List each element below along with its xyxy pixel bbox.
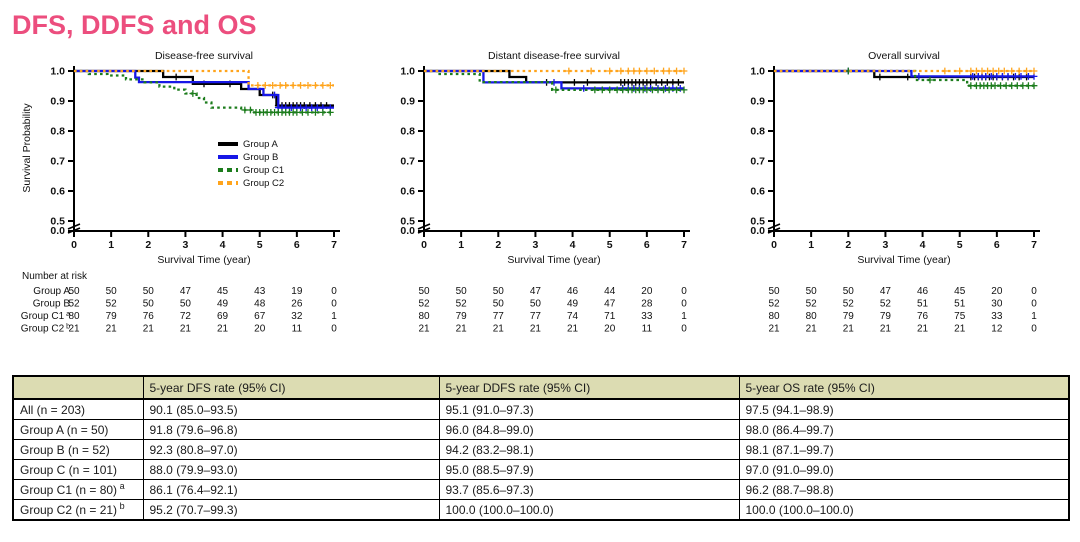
km-chart-dfs	[18, 43, 368, 341]
censor-mark	[290, 82, 297, 89]
risk-count: 45	[954, 286, 966, 297]
risk-count: 69	[217, 311, 229, 322]
x-tick-label: 3	[182, 239, 189, 251]
risk-count: 76	[917, 311, 929, 322]
risk-count: 21	[455, 323, 467, 335]
risk-count: 20	[254, 323, 266, 335]
summary-value-cell: 95.2 (70.7–99.3)	[143, 500, 439, 521]
risk-count: 21	[217, 323, 229, 335]
risk-count: 20	[641, 286, 653, 297]
summary-row-label: Group C (n = 101)	[13, 460, 143, 480]
risk-count: 1	[331, 311, 337, 322]
summary-table-header	[13, 376, 1069, 399]
x-tick-label: 4	[919, 239, 926, 251]
x-tick-label: 2	[145, 239, 152, 251]
y-tick-label: 0.5	[750, 215, 765, 228]
km-chart-ddfs	[368, 43, 718, 341]
censor-mark	[651, 68, 658, 75]
risk-count: 71	[604, 311, 616, 322]
x-tick-label: 7	[681, 239, 687, 251]
summary-value-cell: 86.1 (76.4–92.1)	[143, 480, 439, 500]
y-tick-label: 0.6	[400, 185, 415, 198]
risk-count: 52	[455, 298, 467, 310]
x-tick-label: 4	[219, 239, 226, 251]
censor-mark	[606, 68, 613, 75]
censor-mark	[915, 73, 922, 80]
risk-row-label: Group C2 $^b$	[20, 323, 70, 335]
summary-row	[13, 399, 1069, 420]
risk-count: 52	[418, 298, 430, 310]
risk-count: 19	[291, 286, 303, 297]
x-tick-label: 0	[71, 239, 77, 251]
risk-count: 47	[529, 286, 541, 297]
summary-value-cell: 97.5 (94.1–98.9)	[739, 399, 1069, 420]
risk-count: 74	[567, 311, 579, 322]
summary-row-label: Group C2 (n = 21) $^b$	[13, 500, 143, 521]
risk-count: 21	[768, 323, 780, 335]
risk-count: 21	[529, 323, 541, 335]
censor-mark	[675, 79, 682, 86]
x-tick-label: 0	[421, 239, 427, 251]
censor-mark	[269, 82, 276, 89]
risk-count: 50	[805, 286, 817, 297]
censor-mark	[571, 79, 578, 86]
y-tick-label: 0.9	[50, 95, 65, 108]
censor-mark	[297, 82, 304, 89]
risk-count: 75	[954, 311, 966, 322]
risk-count: 20	[991, 286, 1003, 297]
censor-mark	[262, 82, 269, 89]
x-tick-label: 0	[771, 239, 777, 251]
risk-count: 12	[991, 323, 1003, 335]
risk-count: 72	[179, 311, 191, 322]
legend-label: Group C2	[243, 178, 285, 189]
summary-value-cell: 95.1 (91.0–97.3)	[439, 399, 739, 420]
risk-count: 0	[331, 298, 337, 310]
risk-count: 50	[142, 298, 154, 310]
risk-count: 51	[954, 298, 966, 310]
risk-count: 47	[179, 286, 191, 297]
y-axis-break-label: 0.0	[400, 225, 415, 237]
censor-mark	[666, 68, 673, 75]
summary-value-cell: 100.0 (100.0–100.0)	[739, 500, 1069, 521]
summary-value-cell: 95.0 (88.5–97.9)	[439, 460, 739, 480]
summary-value-cell: 96.2 (88.7–98.8)	[739, 480, 1069, 500]
risk-count: 47	[879, 286, 891, 297]
km-curve-group-b	[74, 71, 334, 108]
risk-count: 79	[879, 311, 891, 322]
y-axis-break-label: 0.0	[750, 225, 765, 237]
summary-row	[13, 480, 1069, 500]
y-tick-label: 1.0	[750, 65, 765, 78]
footnote-marker: b	[117, 500, 125, 511]
y-axis-break-label: 0.0	[50, 225, 65, 237]
censor-mark	[327, 109, 334, 116]
risk-count: 80	[768, 311, 780, 322]
summary-row-label: Group C1 (n = 80) $^a$	[13, 480, 143, 500]
censor-mark	[282, 82, 289, 89]
y-axis-label: Survival Probability	[21, 103, 33, 193]
risk-count: 52	[805, 298, 817, 310]
risk-count: 67	[254, 311, 266, 322]
x-axis-label: Survival Time (year)	[857, 254, 951, 266]
y-tick-label: 0.6	[50, 185, 65, 198]
summary-value-cell: 92.3 (80.8–97.0)	[143, 440, 439, 460]
x-tick-label: 5	[256, 239, 263, 251]
x-axis-label: Survival Time (year)	[157, 254, 251, 266]
y-tick-label: 0.8	[400, 125, 415, 138]
risk-count: 0	[1031, 323, 1037, 335]
legend-label: Group B	[243, 152, 279, 163]
x-tick-label: 5	[956, 239, 963, 251]
x-tick-label: 3	[882, 239, 889, 251]
risk-count: 21	[142, 323, 154, 335]
x-tick-label: 6	[293, 239, 300, 251]
risk-count: 21	[68, 323, 80, 335]
risk-count: 20	[604, 323, 616, 335]
risk-count: 21	[805, 323, 817, 335]
censor-mark	[319, 109, 326, 116]
risk-count: 1	[681, 311, 687, 322]
risk-row-label: Group A	[33, 286, 70, 297]
y-tick-label: 0.8	[50, 125, 65, 138]
risk-count: 32	[291, 311, 303, 322]
risk-count: 21	[917, 323, 929, 335]
censor-mark	[173, 74, 180, 81]
y-tick-label: 0.7	[400, 155, 415, 168]
risk-count: 21	[492, 323, 504, 335]
summary-row	[13, 440, 1069, 460]
x-tick-label: 2	[495, 239, 502, 251]
risk-count: 0	[681, 286, 687, 297]
risk-count: 80	[68, 311, 80, 322]
y-tick-label: 0.9	[400, 95, 415, 108]
censor-mark	[643, 68, 650, 75]
censor-mark	[312, 82, 319, 89]
risk-count: 80	[805, 311, 817, 322]
risk-row-label: Group B	[32, 298, 70, 310]
y-tick-label: 0.9	[750, 95, 765, 108]
risk-count: 26	[291, 298, 303, 310]
summary-row	[13, 460, 1069, 480]
risk-count: 44	[604, 286, 616, 297]
chart-title: Distant disease-free survival	[488, 50, 620, 62]
risk-table-title: Number at risk	[22, 271, 88, 282]
risk-count: 52	[105, 298, 117, 310]
summary-value-cell: 90.1 (85.0–93.5)	[143, 399, 439, 420]
risk-count: 50	[142, 286, 154, 297]
censor-mark	[941, 68, 948, 75]
x-axis-label: Survival Time (year)	[507, 254, 601, 266]
km-curve-group-a	[74, 71, 334, 106]
x-tick-label: 3	[532, 239, 539, 251]
summary-row-label: Group A (n = 50)	[13, 420, 143, 440]
risk-count: 50	[179, 298, 191, 310]
y-tick-label: 0.7	[750, 155, 765, 168]
risk-count: 48	[254, 298, 266, 310]
km-chart-os	[718, 43, 1068, 341]
censor-mark	[552, 87, 559, 94]
risk-count: 46	[917, 286, 929, 297]
legend-label: Group A	[243, 139, 278, 150]
risk-count: 51	[917, 298, 929, 310]
risk-count: 52	[768, 298, 780, 310]
risk-count: 52	[842, 298, 854, 310]
summary-table-wrap	[12, 375, 1068, 521]
risk-count: 21	[567, 323, 579, 335]
summary-value-cell: 98.0 (86.4–99.7)	[739, 420, 1069, 440]
summary-value-cell: 96.0 (84.8–99.0)	[439, 420, 739, 440]
y-tick-label: 0.6	[750, 185, 765, 198]
censor-mark	[636, 68, 643, 75]
risk-count: 33	[641, 311, 653, 322]
risk-count: 46	[567, 286, 579, 297]
risk-count: 0	[681, 323, 687, 335]
summary-row-label: Group B (n = 52)	[13, 440, 143, 460]
censor-mark	[327, 82, 334, 89]
risk-count: 50	[492, 286, 504, 297]
y-tick-label: 1.0	[50, 65, 65, 78]
risk-count: 79	[105, 311, 117, 322]
summary-row	[13, 420, 1069, 440]
chart-title: Overall survival	[868, 50, 940, 62]
summary-value-cell: 98.1 (87.1–99.7)	[739, 440, 1069, 460]
summary-value-cell: 100.0 (100.0–100.0)	[439, 500, 739, 521]
x-tick-label: 2	[845, 239, 852, 251]
risk-count: 79	[455, 311, 467, 322]
risk-count: 47	[604, 298, 616, 310]
censor-mark	[1031, 82, 1038, 89]
censor-mark	[956, 68, 963, 75]
km-charts-row	[18, 43, 1080, 341]
risk-count: 1	[1031, 311, 1037, 322]
summary-value-cell: 88.0 (79.9–93.0)	[143, 460, 439, 480]
axis-lines	[774, 66, 1040, 231]
risk-count: 21	[105, 323, 117, 335]
y-tick-label: 0.5	[50, 215, 65, 228]
chart-title: Disease-free survival	[154, 50, 254, 62]
risk-count: 28	[641, 298, 653, 310]
censor-mark	[876, 74, 883, 81]
summary-header-cell: 5-year DDFS rate (95% CI)	[439, 376, 739, 399]
x-tick-label: 5	[606, 239, 613, 251]
footnote-marker: a	[117, 480, 125, 491]
risk-count: 0	[681, 298, 687, 310]
summary-value-cell: 97.0 (91.0–99.0)	[739, 460, 1069, 480]
x-tick-label: 6	[643, 239, 650, 251]
summary-value-cell: 94.2 (83.2–98.1)	[439, 440, 739, 460]
risk-count: 76	[142, 311, 154, 322]
censor-mark	[319, 82, 326, 89]
summary-header-cell	[13, 376, 143, 399]
x-tick-label: 1	[458, 239, 465, 251]
risk-count: 21	[418, 323, 430, 335]
y-tick-label: 0.8	[750, 125, 765, 138]
risk-count: 52	[879, 298, 891, 310]
censor-mark	[565, 68, 572, 75]
risk-count: 79	[842, 311, 854, 322]
censor-mark	[1008, 68, 1015, 75]
summary-header-cell: 5-year DFS rate (95% CI)	[143, 376, 439, 399]
risk-count: 11	[641, 323, 653, 335]
censor-mark	[584, 79, 591, 86]
risk-count: 77	[492, 311, 504, 322]
risk-count: 11	[291, 323, 303, 335]
risk-count: 77	[529, 311, 541, 322]
risk-count: 50	[768, 286, 780, 297]
censor-mark	[1005, 73, 1012, 80]
censor-mark	[1031, 68, 1038, 75]
axis-lines	[74, 66, 340, 231]
y-tick-label: 0.5	[400, 215, 415, 228]
risk-count: 49	[217, 298, 229, 310]
summary-row-label: All (n = 203)	[13, 399, 143, 420]
censor-mark	[254, 82, 261, 89]
x-tick-label: 6	[993, 239, 1000, 251]
censor-mark	[305, 82, 312, 89]
risk-count: 21	[879, 323, 891, 335]
summary-header-cell: 5-year OS rate (95% CI)	[739, 376, 1069, 399]
censor-mark	[189, 90, 196, 97]
risk-count: 50	[418, 286, 430, 297]
risk-count: 0	[331, 286, 337, 297]
risk-count: 0	[331, 323, 337, 335]
risk-count: 49	[567, 298, 579, 310]
risk-count: 50	[455, 286, 467, 297]
y-tick-label: 1.0	[400, 65, 415, 78]
censor-mark	[588, 68, 595, 75]
censor-mark	[681, 68, 688, 75]
censor-mark	[904, 74, 911, 81]
x-tick-label: 7	[1031, 239, 1037, 251]
risk-count: 50	[105, 286, 117, 297]
summary-value-cell: 91.8 (79.6–96.8)	[143, 420, 439, 440]
page-title: DFS, DDFS and OS	[12, 10, 257, 40]
x-tick-label: 4	[569, 239, 576, 251]
risk-count: 21	[842, 323, 854, 335]
risk-count: 0	[1031, 286, 1037, 297]
y-tick-label: 0.7	[50, 155, 65, 168]
risk-count: 30	[991, 298, 1003, 310]
risk-count: 21	[954, 323, 966, 335]
risk-count: 80	[418, 311, 430, 322]
summary-table-body	[13, 399, 1069, 520]
risk-row-label: Group C1 $^a$	[20, 311, 70, 322]
x-tick-label: 7	[331, 239, 337, 251]
risk-count: 52	[68, 298, 80, 310]
risk-count: 50	[529, 298, 541, 310]
risk-count: 45	[217, 286, 229, 297]
censor-mark	[617, 68, 624, 75]
x-tick-label: 1	[808, 239, 815, 251]
summary-value-cell: 93.7 (85.6–97.3)	[439, 480, 739, 500]
risk-count: 33	[991, 311, 1003, 322]
risk-count: 43	[254, 286, 266, 297]
summary-header-row	[13, 376, 1069, 399]
legend-label: Group C1	[243, 165, 285, 176]
risk-count: 50	[842, 286, 854, 297]
summary-row	[13, 500, 1069, 521]
risk-count: 0	[1031, 298, 1037, 310]
risk-count: 50	[492, 298, 504, 310]
risk-count: 50	[68, 286, 80, 297]
summary-table	[12, 375, 1070, 521]
risk-count: 21	[179, 323, 191, 335]
censor-mark	[673, 68, 680, 75]
x-tick-label: 1	[108, 239, 115, 251]
